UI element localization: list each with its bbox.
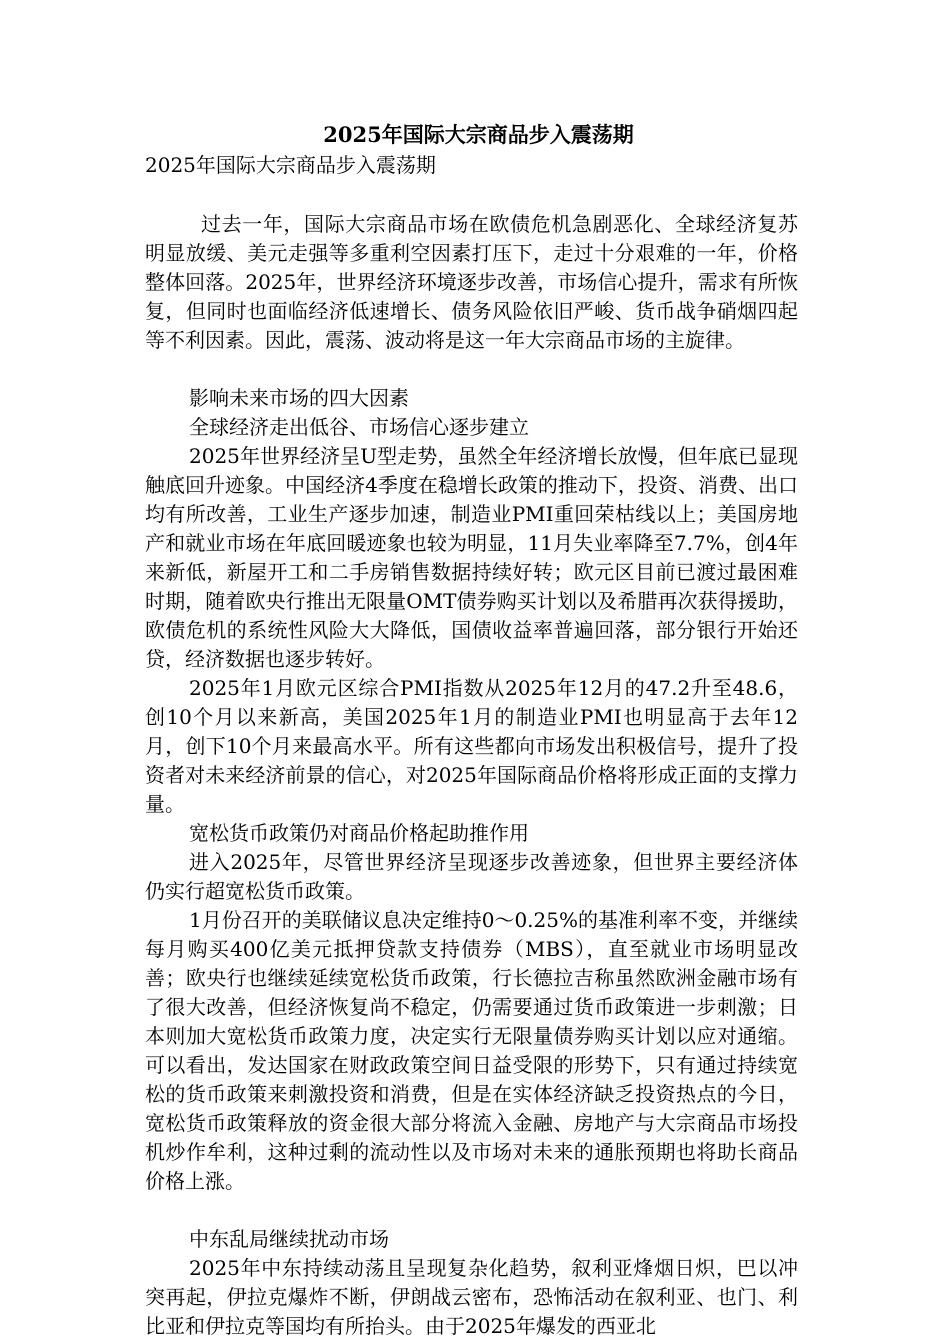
body-paragraph: 2025年世界经济呈U型走势，虽然全年经济增长放慢，但年底已显现触底回升迹象。中国经济4季度在稳增长政策的推动下，投资、消费、出口均有所改善，工业生产逐步加速，制造业PMI重回荣枯线以上；美国房地产和就业市场在年底回暖迹象也较为明显，11月失业率降至7.7%，创4年来新低，新屋开工和二手房销售数据持续好转；欧元区目前已渡过最困难时期，随着欧央行推出无限量OMT债券购买计划以及希腊再次获得援助，欧债危机的系统性风险大大降低，国债收益率普遍回落，部分银行开始还贷，经济数据也逐步转好。 <box>145 444 798 671</box>
body-paragraph: 进入2025年，尽管世界经济呈现逐步改善迹象，但世界主要经济体仍实行超宽松货币政策。 <box>145 850 798 903</box>
body-paragraph: 2025年1月欧元区综合PMI指数从2025年12月的47.2升至48.6，创10个月以来新高，美国2025年1月的制造业PMI也明显高于去年12月，创下10个月来最高水平。所有这些都向市场发出积极信号，提升了投资者对未来经济前景的信心，对2025年国际商品价格将形成正面的支撑力量。 <box>145 676 798 816</box>
body-paragraph: 1月份召开的美联储议息决定维持0～0.25%的基准利率不变，并继续每月购买400亿美元抵押贷款支持债券（MBS），直至就业市场明显改善；欧央行也继续延续宽松货币政策，行长德拉吉称虽然欧洲金融市场有了很大改善，但经济恢复尚不稳定，仍需要通过货币政策进一步刺激；日本则加大宽松货币政策力度，决定实行无限量债券购买计划以应对通缩。可以看出，发达国家在财政政策空间日益受限的形势下，只有通过持续宽松的货币政策来刺激投资和消费，但是在实体经济缺乏投资热点的今日，宽松货币政策释放的资金很大部分将流入金融、房地产与大宗商品市场投机炒作牟利，这种过剩的流动性以及市场对未来的通胀预期也将助长商品价格上涨。 <box>145 908 798 1193</box>
body-paragraph: 2025年中东持续动荡且呈现复杂化趋势，叙利亚烽烟日炽，巴以冲突再起，伊拉克爆炸不断，伊朗战云密布，恐怖活动在叙利亚、也门、利比亚和伊拉克等国均有所抬头。由于2025年爆发的西亚北 <box>145 1256 798 1338</box>
document-title: 2025年国际大宗商品步入震荡期 <box>323 122 634 147</box>
factor-heading-middle-east: 中东乱局继续扰动市场 <box>189 1227 389 1251</box>
factor-heading-economy: 全球经济走出低谷、市场信心逐步建立 <box>189 415 529 439</box>
spacer <box>145 180 798 210</box>
spacer <box>145 1196 798 1225</box>
factor-heading-monetary: 宽松货币政策仍对商品价格起助推作用 <box>189 821 529 845</box>
document-subtitle: 2025年国际大宗商品步入震荡期 <box>145 153 436 177</box>
intro-paragraph: 过去一年，国际大宗商品市场在欧债危机急剧恶化、全球经济复苏明显放缓、美元走强等多重利空因素打压下，走过十分艰难的一年，价格整体回落。2025年，世界经济环境逐步改善，市场信心提升，需求有所恢复，但同时也面临经济低速增长、债务风险依旧严峻、货币战争硝烟四起等不利因素。因此，震荡、波动将是这一年大宗商品市场的主旋律。 <box>145 212 798 352</box>
section-heading: 影响未来市场的四大因素 <box>189 386 409 410</box>
spacer <box>145 355 798 384</box>
document-page <box>145 120 798 1341</box>
